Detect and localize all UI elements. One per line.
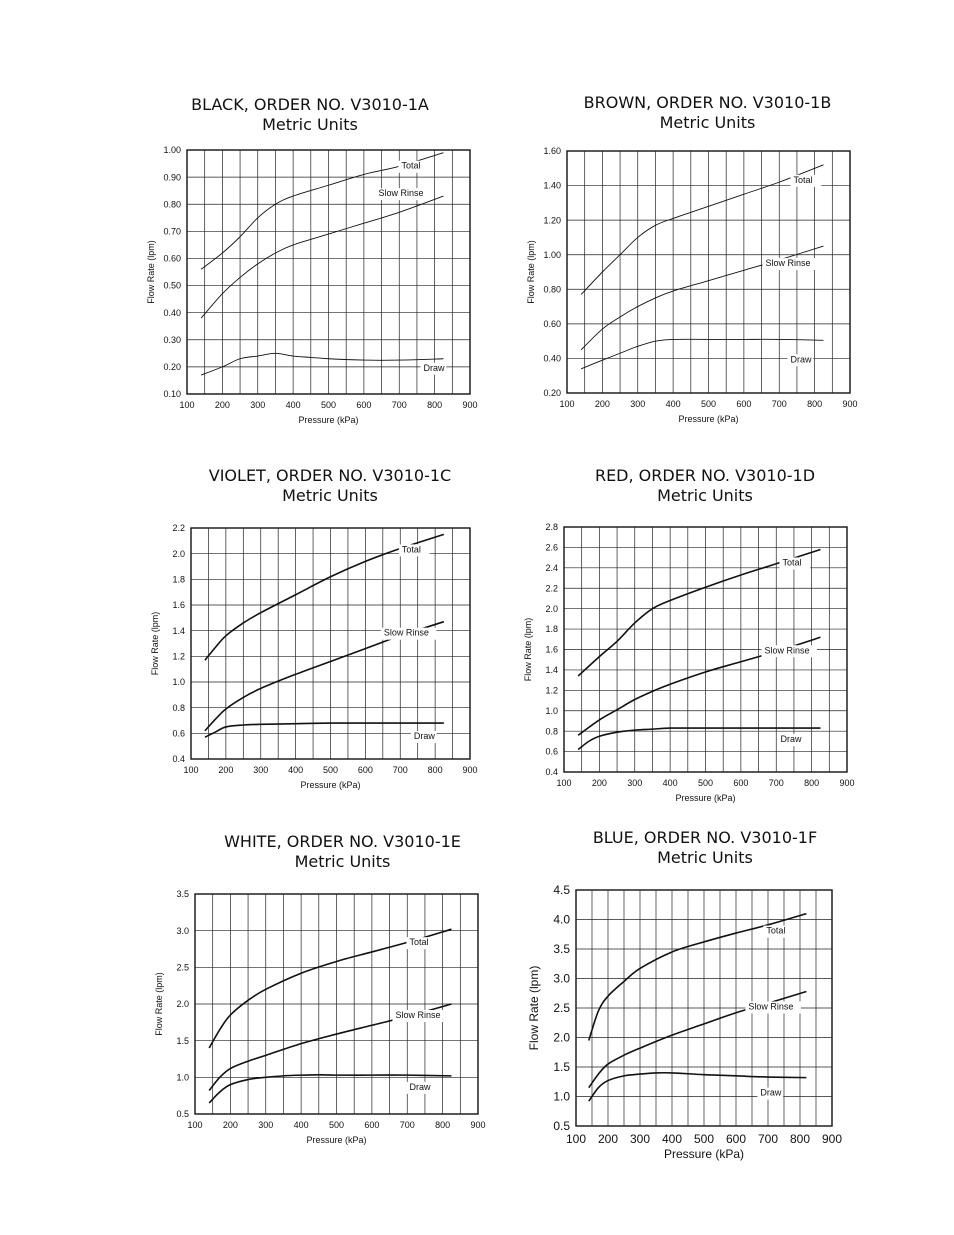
x-tick-label: 600 xyxy=(736,399,752,409)
x-tick-label: 400 xyxy=(665,399,681,409)
series-label: Draw xyxy=(760,1087,782,1098)
y-tick-label: 0.4 xyxy=(172,754,185,765)
y-tick-label: 0.20 xyxy=(543,388,561,399)
y-tick-label: 0.6 xyxy=(545,746,558,757)
x-tick-label: 900 xyxy=(842,399,858,409)
y-tick-label: 0.80 xyxy=(543,284,561,295)
x-tick-label: 300 xyxy=(630,399,646,409)
x-axis-label: Pressure (kPa) xyxy=(678,414,739,424)
y-tick-label: 2.5 xyxy=(176,962,189,973)
x-tick-label: 300 xyxy=(627,778,643,788)
y-tick-label: 1.6 xyxy=(172,600,185,611)
chart-subtitle: Metric Units xyxy=(262,115,358,134)
x-tick-label: 300 xyxy=(253,765,269,775)
x-tick-label: 900 xyxy=(839,778,855,788)
series-label: Slow Rinse xyxy=(764,645,810,656)
y-tick-label: 1.0 xyxy=(172,677,185,688)
y-tick-label: 0.30 xyxy=(163,334,181,345)
x-tick-label: 700 xyxy=(768,778,784,788)
y-tick-label: 0.60 xyxy=(543,319,561,330)
y-tick-label: 2.0 xyxy=(176,999,189,1010)
y-tick-label: 0.20 xyxy=(163,362,181,373)
x-tick-label: 500 xyxy=(693,1132,715,1146)
x-axis-label: Pressure (kPa) xyxy=(675,793,736,803)
x-tick-label: 900 xyxy=(462,400,478,410)
x-tick-label: 900 xyxy=(470,1120,486,1130)
x-axis-label: Pressure (kPa) xyxy=(300,780,361,790)
y-tick-label: 1.4 xyxy=(545,665,558,676)
x-tick-label: 300 xyxy=(629,1132,651,1146)
y-tick-label: 0.4 xyxy=(545,767,558,778)
x-tick-label: 200 xyxy=(218,765,234,775)
y-tick-label: 1.00 xyxy=(163,145,181,156)
x-tick-label: 800 xyxy=(427,765,443,775)
series-label: Total xyxy=(766,925,786,936)
x-axis-label: Pressure (kPa) xyxy=(663,1147,745,1161)
y-tick-label: 3.5 xyxy=(176,889,189,900)
series-label: Total xyxy=(401,544,421,555)
y-tick-label: 2.4 xyxy=(545,562,558,573)
x-tick-label: 600 xyxy=(356,400,372,410)
series-label: Draw xyxy=(423,362,445,373)
y-axis-label: Flow Rate (lpm) xyxy=(154,972,164,1036)
x-tick-label: 100 xyxy=(183,765,199,775)
x-tick-label: 500 xyxy=(328,1120,345,1130)
x-tick-label: 800 xyxy=(804,778,820,788)
y-axis-label: Flow Rate (lpm) xyxy=(150,611,160,676)
chart-title-main: RED, ORDER NO. V3010-1D xyxy=(594,466,816,485)
x-tick-label: 200 xyxy=(597,1132,619,1146)
y-tick-label: 1.4 xyxy=(172,625,185,636)
y-tick-label: 1.40 xyxy=(543,180,561,191)
y-tick-label: 1.0 xyxy=(176,1072,189,1083)
series-label: Draw xyxy=(780,734,802,745)
x-tick-label: 300 xyxy=(250,400,266,410)
chart-title-main: BLACK, ORDER NO. V3010-1A xyxy=(191,95,429,114)
y-tick-label: 0.80 xyxy=(163,199,181,210)
y-axis-label: Flow Rate (lpm) xyxy=(523,617,533,682)
x-tick-label: 900 xyxy=(462,765,478,775)
series-label: Draw xyxy=(409,1081,431,1092)
y-tick-label: 2.0 xyxy=(545,603,558,614)
y-tick-label: 4.0 xyxy=(553,912,570,927)
series-label: Slow Rinse xyxy=(378,188,424,199)
y-tick-label: 2.6 xyxy=(545,542,558,553)
chart-subtitle: Metric Units xyxy=(659,113,756,132)
x-tick-label: 400 xyxy=(661,1132,683,1146)
series-label: Slow Rinse xyxy=(748,1001,794,1012)
y-tick-label: 0.8 xyxy=(172,702,185,713)
x-tick-label: 300 xyxy=(258,1120,274,1130)
x-tick-label: 700 xyxy=(399,1120,415,1130)
y-tick-label: 0.90 xyxy=(163,172,181,183)
x-tick-label: 900 xyxy=(821,1132,843,1146)
y-tick-label: 0.5 xyxy=(176,1109,189,1120)
series-label: Slow Rinse xyxy=(765,258,811,269)
y-tick-label: 0.60 xyxy=(163,253,181,264)
y-tick-label: 1.0 xyxy=(545,705,558,716)
x-tick-label: 100 xyxy=(556,778,572,788)
x-axis-label: Pressure (kPa) xyxy=(298,415,359,425)
y-tick-label: 1.2 xyxy=(172,651,185,662)
x-tick-label: 600 xyxy=(364,1120,380,1130)
chart-subtitle: Metric Units xyxy=(294,852,391,871)
x-tick-label: 200 xyxy=(591,778,607,788)
x-tick-label: 700 xyxy=(391,400,407,410)
y-tick-label: 0.40 xyxy=(163,307,181,318)
y-tick-label: 4.5 xyxy=(553,883,570,898)
y-tick-label: 1.60 xyxy=(543,146,561,157)
x-tick-label: 600 xyxy=(733,778,749,788)
y-tick-label: 2.2 xyxy=(545,583,558,594)
y-axis-label: Flow Rate (lpm) xyxy=(526,240,536,304)
x-tick-label: 400 xyxy=(285,400,301,410)
y-tick-label: 1.5 xyxy=(176,1035,189,1046)
x-tick-label: 500 xyxy=(700,399,717,409)
y-tick-label: 2.0 xyxy=(172,548,185,559)
y-tick-label: 2.0 xyxy=(553,1030,570,1045)
y-tick-label: 2.2 xyxy=(172,523,185,534)
y-tick-label: 1.00 xyxy=(543,249,561,260)
y-tick-label: 1.8 xyxy=(545,624,558,635)
series-label: Slow Rinse xyxy=(395,1010,441,1020)
chart-title-main: VIOLET, ORDER NO. V3010-1C xyxy=(208,466,452,485)
x-tick-label: 200 xyxy=(594,399,610,409)
x-tick-label: 600 xyxy=(725,1132,747,1146)
x-tick-label: 800 xyxy=(789,1132,811,1146)
series-label: Draw xyxy=(413,731,435,742)
series-label: Total xyxy=(409,937,429,948)
y-tick-label: 0.6 xyxy=(172,728,185,739)
x-tick-label: 800 xyxy=(427,400,443,410)
x-tick-label: 600 xyxy=(357,765,373,775)
chart-subtitle: Metric Units xyxy=(282,486,378,505)
y-tick-label: 1.5 xyxy=(553,1060,570,1075)
x-tick-label: 400 xyxy=(662,778,678,788)
x-tick-label: 200 xyxy=(214,400,230,410)
y-tick-label: 1.0 xyxy=(553,1089,570,1104)
y-tick-label: 1.6 xyxy=(545,644,558,655)
x-axis-label: Pressure (kPa) xyxy=(306,1135,367,1145)
chart-title-main: BROWN, ORDER NO. V3010-1B xyxy=(583,93,832,112)
y-axis-label: Flow Rate (lpm) xyxy=(527,965,541,1051)
y-tick-label: 0.10 xyxy=(163,389,181,400)
y-tick-label: 1.8 xyxy=(172,574,185,585)
x-tick-label: 400 xyxy=(288,765,304,775)
x-tick-label: 700 xyxy=(771,399,787,409)
y-tick-label: 3.5 xyxy=(553,942,570,957)
x-tick-label: 500 xyxy=(697,778,714,788)
x-tick-label: 700 xyxy=(757,1132,779,1146)
x-tick-label: 700 xyxy=(392,765,408,775)
x-tick-label: 200 xyxy=(222,1120,238,1130)
y-tick-label: 3.0 xyxy=(176,925,189,936)
series-label: Draw xyxy=(790,354,812,365)
y-tick-label: 0.40 xyxy=(543,353,561,364)
series-label: Total xyxy=(782,557,802,568)
series-label: Slow Rinse xyxy=(383,627,429,638)
x-tick-label: 100 xyxy=(565,1132,587,1146)
chart-title-main: BLUE, ORDER NO. V3010-1F xyxy=(592,828,818,847)
x-tick-label: 100 xyxy=(187,1120,203,1130)
y-tick-label: 1.2 xyxy=(545,685,558,696)
y-tick-label: 2.5 xyxy=(553,1001,570,1016)
chart-subtitle: Metric Units xyxy=(657,486,753,505)
x-tick-label: 500 xyxy=(320,400,337,410)
x-tick-label: 800 xyxy=(807,399,823,409)
y-tick-label: 0.70 xyxy=(163,226,181,237)
y-axis-label: Flow Rate (lpm) xyxy=(146,240,156,304)
series-label: Total xyxy=(793,174,813,185)
x-tick-label: 800 xyxy=(435,1120,451,1130)
y-tick-label: 2.8 xyxy=(545,522,558,533)
y-tick-label: 0.5 xyxy=(553,1119,570,1134)
x-tick-label: 100 xyxy=(559,399,575,409)
series-label: Total xyxy=(401,160,421,171)
x-tick-label: 100 xyxy=(179,400,195,410)
x-tick-label: 400 xyxy=(293,1120,309,1130)
y-tick-label: 1.20 xyxy=(543,215,561,226)
chart-subtitle: Metric Units xyxy=(657,848,753,867)
y-tick-label: 0.8 xyxy=(545,726,558,737)
y-tick-label: 3.0 xyxy=(553,971,570,986)
chart-title-main: WHITE, ORDER NO. V3010-1E xyxy=(224,832,461,851)
x-tick-label: 500 xyxy=(322,765,339,775)
y-tick-label: 0.50 xyxy=(163,280,181,291)
